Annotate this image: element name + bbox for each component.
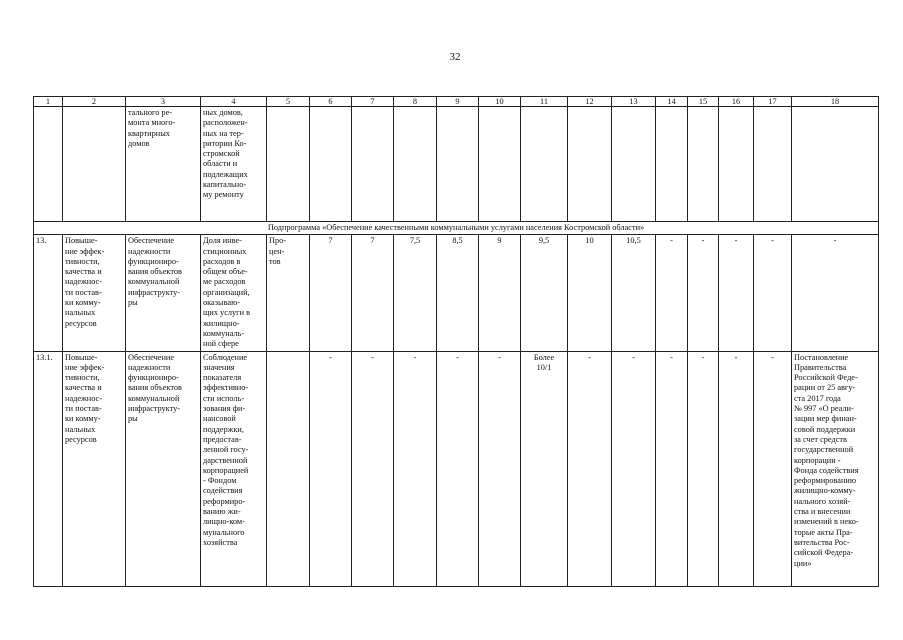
col-header: 9: [437, 97, 479, 107]
table-row-13-1: [34, 351, 879, 586]
cell-source: Постановление Правительства Российской Феде- рации от 25 авгу- ста 2017 года № 997 «О реали- зации мер финан- совой поддержки за счет средств государственной корпорации - Фонда содействия реформированию жилищно-комму- нального хозяй- ства и внесении изменений в неко- торые акты Пра- вительства Рос- сийской Федера- ции»: [792, 351, 879, 586]
cell-unit: [267, 351, 310, 586]
cell-value: Более 10/1: [521, 351, 568, 586]
cell-value: -: [656, 235, 688, 351]
cell-goal: Повыше- ние эффек- тивности, качества и надежнос- ти постав- ки комму- нальных ресурсов: [63, 351, 126, 586]
cell-source: -: [792, 235, 879, 351]
cell-number: 13.: [34, 235, 63, 351]
col-header: 1: [34, 97, 63, 107]
col-header: 18: [792, 97, 879, 107]
cell-value: -: [688, 235, 719, 351]
cell-task: тального ре- монта много- квартирных домов: [126, 107, 201, 222]
col-header: 2: [63, 97, 126, 107]
cell-value: 10,5: [612, 235, 656, 351]
column-number-row: [34, 97, 879, 107]
col-header: 7: [352, 97, 394, 107]
cell-task: Обеспечение надежности функциониро- вания объектов коммунальной инфраструкту- ры: [126, 235, 201, 351]
cell-value: -: [352, 351, 394, 586]
cell-value: -: [688, 351, 719, 586]
cell-value: -: [568, 351, 612, 586]
cell-value: -: [656, 351, 688, 586]
col-header: 15: [688, 97, 719, 107]
cell-value: 9: [479, 235, 521, 351]
cell-value: -: [719, 235, 754, 351]
cell-indicator: ных домов, расположен- ных на тер- ритории Ко- стромской области и подлежащих капитально- му ремонту: [201, 107, 267, 222]
col-header: 13: [612, 97, 656, 107]
cell-value: -: [479, 351, 521, 586]
col-header: 5: [267, 97, 310, 107]
subprogram-title: Подпрограмма «Обеспечение качественными коммунальными услугами населения Костромской области»: [34, 222, 879, 235]
cell-value: 8,5: [437, 235, 479, 351]
cell-value: -: [612, 351, 656, 586]
col-header: 17: [754, 97, 792, 107]
cell-value: -: [437, 351, 479, 586]
cell-value: 7,5: [394, 235, 437, 351]
table-row-continuation: [34, 107, 879, 222]
cell-value: 7: [352, 235, 394, 351]
col-header: 12: [568, 97, 612, 107]
col-header: 10: [479, 97, 521, 107]
cell-value: -: [310, 351, 352, 586]
col-header: 14: [656, 97, 688, 107]
cell-task: Обеспечение надежности функциониро- вания объектов коммунальной инфраструкту- ры: [126, 351, 201, 586]
page-number: 32: [449, 51, 461, 63]
cell-indicator: Доля инве- стиционных расходов в общем объе- ме расходов организаций, оказываю- щих услуги в жилищно- коммуналь- ной сфере: [201, 235, 267, 351]
indicators-table: [33, 96, 879, 587]
cell-value: 9,5: [521, 235, 568, 351]
col-header: 16: [719, 97, 754, 107]
col-header: 11: [521, 97, 568, 107]
cell-number: 13.1.: [34, 351, 63, 586]
table-row-13: [34, 235, 879, 351]
col-header: 8: [394, 97, 437, 107]
cell-value: 7: [310, 235, 352, 351]
cell-value: 10: [568, 235, 612, 351]
col-header: 4: [201, 97, 267, 107]
cell-indicator: Соблюдение значения показателя эффективно- сти исполь- зования фи- нансовой поддержки, предостав- ленной госу- дарственной корпорацией - Фондом содействия реформиро- ванию жи- лищно-ком- мунального хозяйства: [201, 351, 267, 586]
cell-value: -: [719, 351, 754, 586]
cell-value: -: [394, 351, 437, 586]
subprogram-row: [34, 222, 879, 235]
col-header: 6: [310, 97, 352, 107]
cell-unit: Про- цен- тов: [267, 235, 310, 351]
col-header: 3: [126, 97, 201, 107]
cell-value: -: [754, 351, 792, 586]
cell-goal: Повыше- ние эффек- тивности, качества и надежнос- ти постав- ки комму- нальных ресурсов: [63, 235, 126, 351]
cell-value: -: [754, 235, 792, 351]
